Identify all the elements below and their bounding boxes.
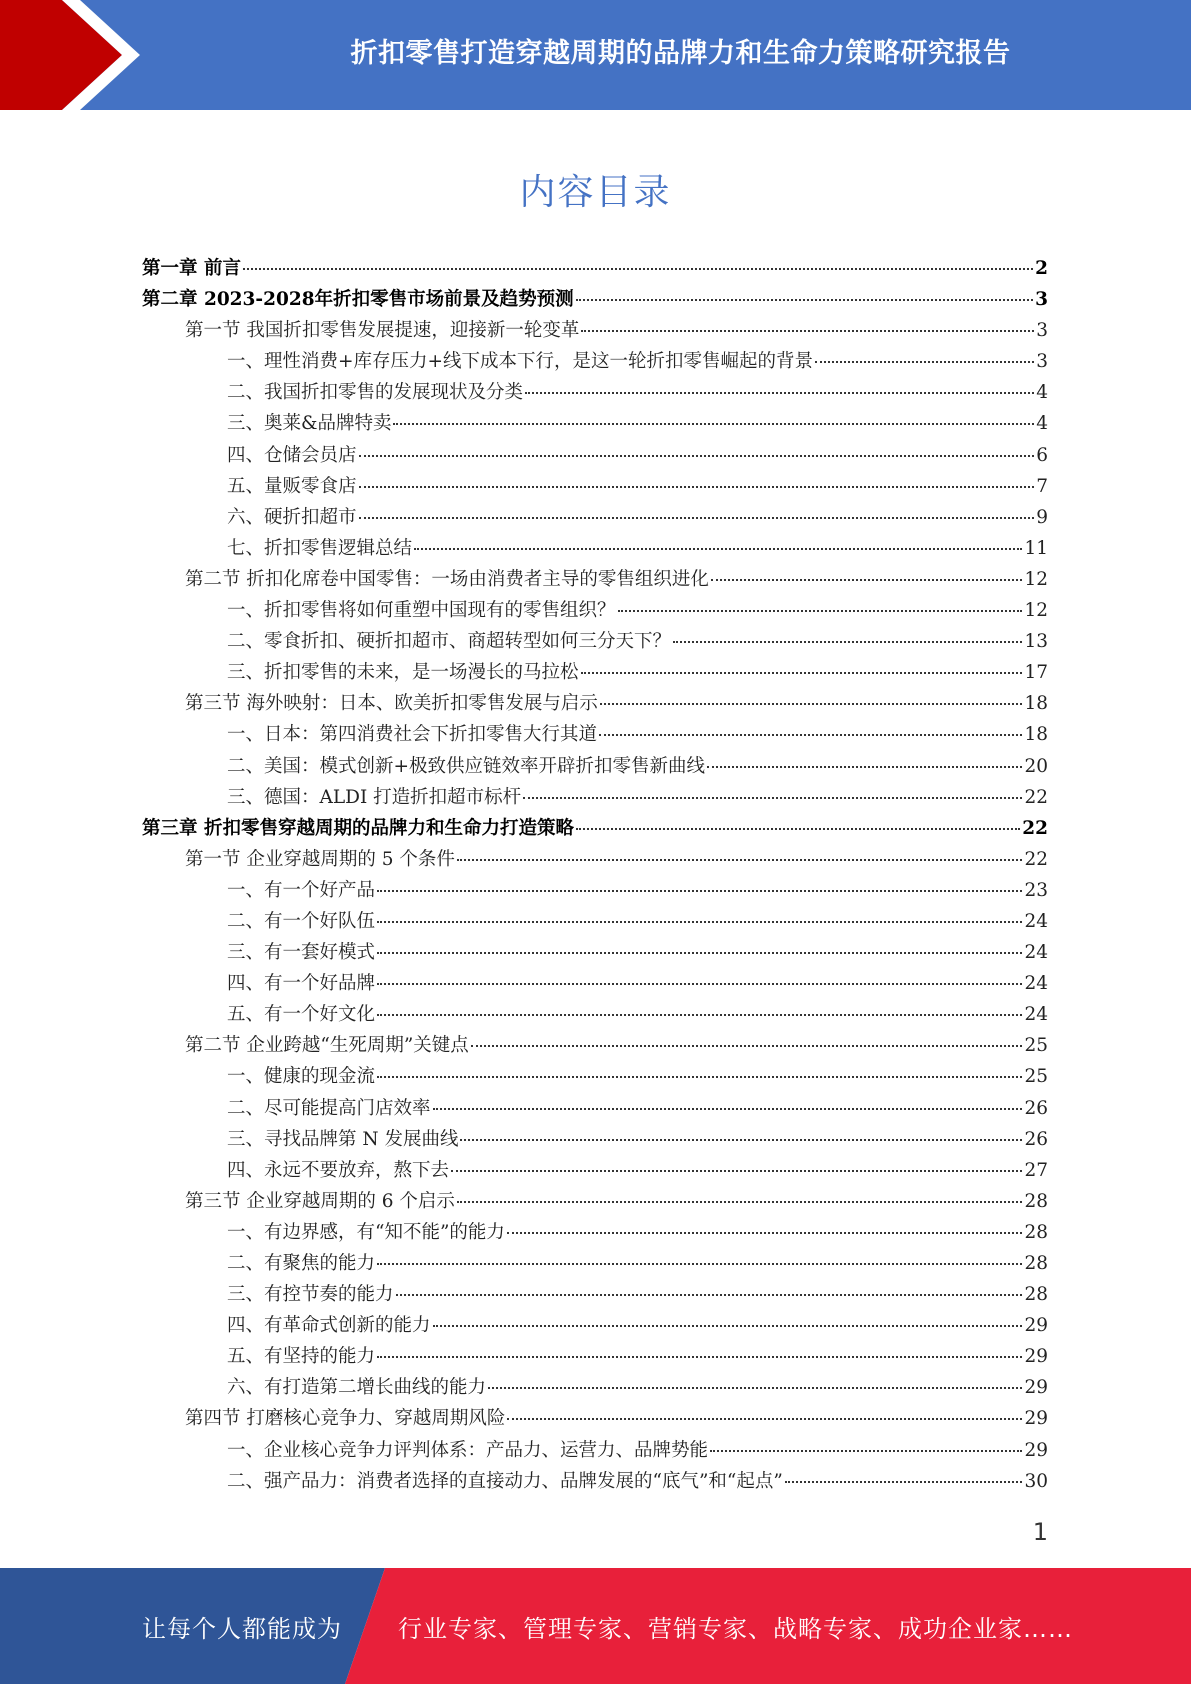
toc-entry-page: 2 [1035, 258, 1048, 279]
toc-entry-title: 六、硬折扣超市 [227, 506, 357, 528]
toc-entry-title: 第二节 折扣化席卷中国零售：一场由消费者主导的零售组织进化 [185, 568, 709, 590]
toc-leader-dots [815, 361, 1034, 363]
toc-entry-title: 二、强产品力：消费者选择的直接动力、品牌发展的“底气”和“起点” [227, 1470, 783, 1492]
toc-entry[interactable] [142, 1467, 1048, 1498]
toc-entry-title: 三、折扣零售的未来，是一场漫长的马拉松 [227, 662, 579, 684]
toc-entry-page: 22 [1024, 848, 1048, 870]
toc-entry-title: 一、企业核心竞争力评判体系：产品力、运营力、品牌势能 [227, 1439, 709, 1461]
toc-entry-title: 第三节 海外映射：日本、欧美折扣零售发展与启示 [185, 693, 598, 715]
toc-entry-title: 第一章 前言 [142, 258, 241, 279]
toc-entry[interactable] [142, 1218, 1048, 1249]
toc-entry-page: 20 [1024, 755, 1048, 777]
toc-entry[interactable] [142, 1404, 1048, 1435]
toc-leader-dots [359, 517, 1035, 519]
toc-leader-dots [457, 859, 1023, 861]
toc-entry-page: 25 [1024, 1066, 1048, 1088]
toc-entry-title: 一、有一个好产品 [227, 879, 376, 901]
toc-entry-title: 二、零食折扣、硬折扣超市、商超转型如何三分天下？ [227, 631, 672, 653]
toc-leader-dots [377, 1076, 1022, 1078]
toc-leader-dots [707, 766, 1022, 768]
toc-entry[interactable] [142, 689, 1048, 720]
toc-entry[interactable] [142, 409, 1048, 440]
toc-leader-dots [433, 1325, 1023, 1327]
toc-entry[interactable] [142, 1062, 1048, 1093]
toc-entry-page: 3 [1036, 320, 1048, 342]
toc-leader-dots [711, 579, 1023, 581]
toc-leader-dots [396, 1294, 1023, 1296]
toc-entry-page: 9 [1036, 506, 1048, 528]
toc-entry-title: 四、永远不要放弃，熬下去 [227, 1159, 450, 1181]
toc-entry[interactable] [142, 1249, 1048, 1280]
toc-leader-dots [243, 268, 1033, 270]
toc-leader-dots [377, 890, 1022, 892]
toc-leader-dots [523, 797, 1022, 799]
toc-leader-dots [377, 952, 1022, 954]
toc-entry-title: 二、有聚焦的能力 [227, 1253, 376, 1274]
toc-entry-page: 11 [1024, 537, 1048, 559]
toc-entry-page: 28 [1024, 1221, 1048, 1243]
toc-entry-page: 22 [1022, 817, 1048, 839]
toc-entry[interactable] [142, 876, 1048, 907]
toc-entry-title: 四、有一个好品牌 [227, 973, 376, 995]
toc-leader-dots [600, 703, 1023, 705]
toc-entry-page: 28 [1024, 1253, 1048, 1274]
toc-entry-page: 3 [1035, 289, 1048, 311]
toc-entry[interactable] [142, 1125, 1048, 1156]
toc-leader-dots [581, 672, 1023, 674]
toc-entry-page: 27 [1024, 1159, 1048, 1181]
toc-leader-dots [377, 1014, 1022, 1016]
toc-entry-page: 24 [1024, 942, 1048, 964]
toc-entry[interactable] [142, 1373, 1048, 1404]
toc-leader-dots [460, 1139, 1022, 1141]
toc-entry[interactable] [142, 845, 1048, 876]
toc-entry[interactable] [142, 596, 1048, 627]
toc-leader-dots [377, 1263, 1022, 1265]
toc-entry-page: 12 [1024, 600, 1048, 622]
toc-leader-dots [359, 455, 1035, 457]
toc-entry[interactable] [142, 938, 1048, 969]
toc-entry[interactable] [142, 534, 1048, 565]
toc-entry-page: 22 [1024, 786, 1048, 808]
toc-entry-title: 二、有一个好队伍 [227, 910, 376, 932]
toc-entry-title: 第四节 打磨核心竞争力、穿越周期风险 [185, 1408, 506, 1430]
toc-entry-page: 29 [1024, 1377, 1048, 1399]
toc-entry-title: 三、有控节奏的能力 [227, 1284, 394, 1306]
toc-entry-page: 24 [1024, 910, 1048, 932]
footer-slogan-right: 行业专家、管理专家、营销专家、战略专家、成功企业家…… [398, 1614, 1073, 1643]
toc-entry[interactable] [142, 1031, 1048, 1062]
toc-entry-page: 4 [1036, 382, 1048, 404]
toc-entry-title: 七、折扣零售逻辑总结 [227, 537, 413, 559]
toc-leader-dots [507, 1232, 1023, 1234]
toc-entry[interactable] [142, 752, 1048, 783]
toc-entry[interactable] [142, 783, 1048, 814]
report-title: 折扣零售打造穿越周期的品牌力和生命力策略研究报告 [350, 37, 1011, 69]
toc-entry[interactable] [142, 316, 1048, 347]
toc-entry-page: 29 [1024, 1439, 1048, 1461]
toc-entry-page: 30 [1024, 1470, 1048, 1492]
toc-entry-page: 29 [1024, 1315, 1048, 1337]
header-band [0, 0, 1191, 110]
toc-entry-page: 28 [1024, 1284, 1048, 1306]
toc-leader-dots [576, 828, 1020, 830]
toc-entry-title: 三、德国：ALDI 打造折扣超市标杆 [227, 786, 522, 808]
toc-entry-page: 24 [1024, 1004, 1048, 1026]
toc-entry[interactable] [142, 441, 1048, 472]
toc-entry-page: 3 [1036, 351, 1048, 373]
toc-entry-title: 第三节 企业穿越周期的 6 个启示 [185, 1190, 455, 1212]
page-number: 1 [1032, 1518, 1048, 1546]
toc-entry-title: 五、有一个好文化 [227, 1004, 376, 1026]
toc-leader-dots [359, 486, 1035, 488]
toc-entry[interactable] [142, 1187, 1048, 1218]
toc-entry-title: 第一节 企业穿越周期的 5 个条件 [185, 848, 455, 870]
header-arrow-icon [0, 0, 160, 110]
toc-entry[interactable] [142, 969, 1048, 1000]
toc-leader-dots [599, 734, 1022, 736]
toc-entry-page: 29 [1024, 1408, 1048, 1430]
toc-title: 内容目录 [519, 172, 672, 213]
toc-entry-title: 五、有坚持的能力 [227, 1346, 376, 1368]
toc-entry-title: 一、有边界感，有“知不能”的能力 [227, 1221, 505, 1243]
toc-leader-dots [377, 921, 1022, 923]
footer-slogan-left: 让每个人都能成为 [142, 1614, 342, 1643]
toc-entry[interactable] [142, 907, 1048, 938]
toc-leader-dots [618, 610, 1023, 612]
toc-entry-title: 三、寻找品牌第 N 发展曲线 [227, 1128, 459, 1150]
toc-entry-page: 17 [1024, 662, 1048, 684]
toc-entry[interactable] [142, 658, 1048, 689]
toc-entry[interactable] [142, 378, 1048, 409]
toc-entry-page: 29 [1024, 1346, 1048, 1368]
toc-leader-dots [673, 641, 1022, 643]
toc-entry-page: 23 [1024, 879, 1048, 901]
toc-entry-page: 12 [1024, 568, 1048, 590]
toc-entry[interactable] [142, 285, 1048, 316]
toc-entry-title: 三、奥莱&品牌特卖 [227, 413, 392, 435]
toc-entry-page: 25 [1024, 1035, 1048, 1057]
toc-entry-title: 四、仓储会员店 [227, 444, 357, 466]
table-of-contents [142, 254, 1048, 1498]
toc-entry[interactable] [142, 627, 1048, 658]
toc-entry-title: 二、尽可能提高门店效率 [227, 1097, 431, 1119]
toc-entry-page: 18 [1024, 693, 1048, 715]
toc-entry-title: 五、量贩零食店 [227, 475, 357, 497]
toc-entry[interactable] [142, 1000, 1048, 1031]
toc-entry[interactable] [142, 472, 1048, 503]
toc-leader-dots [785, 1481, 1023, 1483]
toc-entry[interactable] [142, 1280, 1048, 1311]
toc-leader-dots [393, 423, 1034, 425]
toc-leader-dots [507, 1418, 1022, 1420]
toc-entry-title: 第二节 企业跨越“生死周期”关键点 [185, 1035, 469, 1057]
toc-entry-page: 6 [1036, 444, 1048, 466]
toc-entry-title: 一、日本：第四消费社会下折扣零售大行其道 [227, 724, 598, 746]
toc-entry[interactable] [142, 503, 1048, 534]
toc-entry-title: 四、有革命式创新的能力 [227, 1315, 431, 1337]
toc-entry-title: 一、理性消费+库存压力+线下成本下行，是这一轮折扣零售崛起的背景 [227, 351, 814, 373]
toc-entry-page: 13 [1024, 631, 1048, 653]
toc-entry-title: 三、有一套好模式 [227, 942, 376, 964]
toc-entry-title: 一、健康的现金流 [227, 1066, 376, 1088]
toc-entry-page: 18 [1024, 724, 1048, 746]
toc-entry[interactable] [142, 720, 1048, 751]
toc-leader-dots [710, 1450, 1022, 1452]
toc-entry-title: 第一节 我国折扣零售发展提速，迎接新一轮变革 [185, 320, 580, 342]
toc-leader-dots [488, 1387, 1022, 1389]
toc-entry-page: 24 [1024, 973, 1048, 995]
toc-entry[interactable] [142, 254, 1048, 285]
toc-leader-dots [414, 548, 1022, 550]
toc-entry[interactable] [142, 347, 1048, 378]
toc-entry-title: 一、折扣零售将如何重塑中国现有的零售组织？ [227, 600, 616, 622]
toc-entry-title: 二、美国：模式创新+极致供应链效率开辟折扣零售新曲线 [227, 755, 706, 777]
toc-entry[interactable] [142, 1156, 1048, 1187]
toc-entry[interactable] [142, 1311, 1048, 1342]
toc-entry[interactable] [142, 1094, 1048, 1125]
toc-leader-dots [377, 983, 1022, 985]
toc-entry[interactable] [142, 565, 1048, 596]
toc-entry-title: 二、我国折扣零售的发展现状及分类 [227, 382, 524, 404]
toc-entry-title: 六、有打造第二增长曲线的能力 [227, 1377, 487, 1399]
toc-entry[interactable] [142, 1436, 1048, 1467]
toc-entry-page: 26 [1024, 1128, 1048, 1150]
toc-entry[interactable] [142, 814, 1048, 845]
toc-leader-dots [471, 1045, 1023, 1047]
toc-leader-dots [576, 299, 1034, 301]
toc-leader-dots [525, 392, 1034, 394]
toc-leader-dots [581, 330, 1034, 332]
toc-entry-page: 26 [1024, 1097, 1048, 1119]
toc-entry-title: 第二章 2023-2028年折扣零售市场前景及趋势预测 [142, 289, 574, 311]
toc-entry-page: 4 [1036, 413, 1048, 435]
toc-entry-page: 28 [1024, 1190, 1048, 1212]
toc-leader-dots [457, 1201, 1023, 1203]
toc-leader-dots [377, 1356, 1022, 1358]
toc-entry-page: 7 [1036, 475, 1048, 497]
toc-leader-dots [433, 1108, 1023, 1110]
toc-entry-title: 第三章 折扣零售穿越周期的品牌力和生命力打造策略 [142, 817, 574, 839]
toc-entry[interactable] [142, 1342, 1048, 1373]
toc-leader-dots [451, 1170, 1022, 1172]
